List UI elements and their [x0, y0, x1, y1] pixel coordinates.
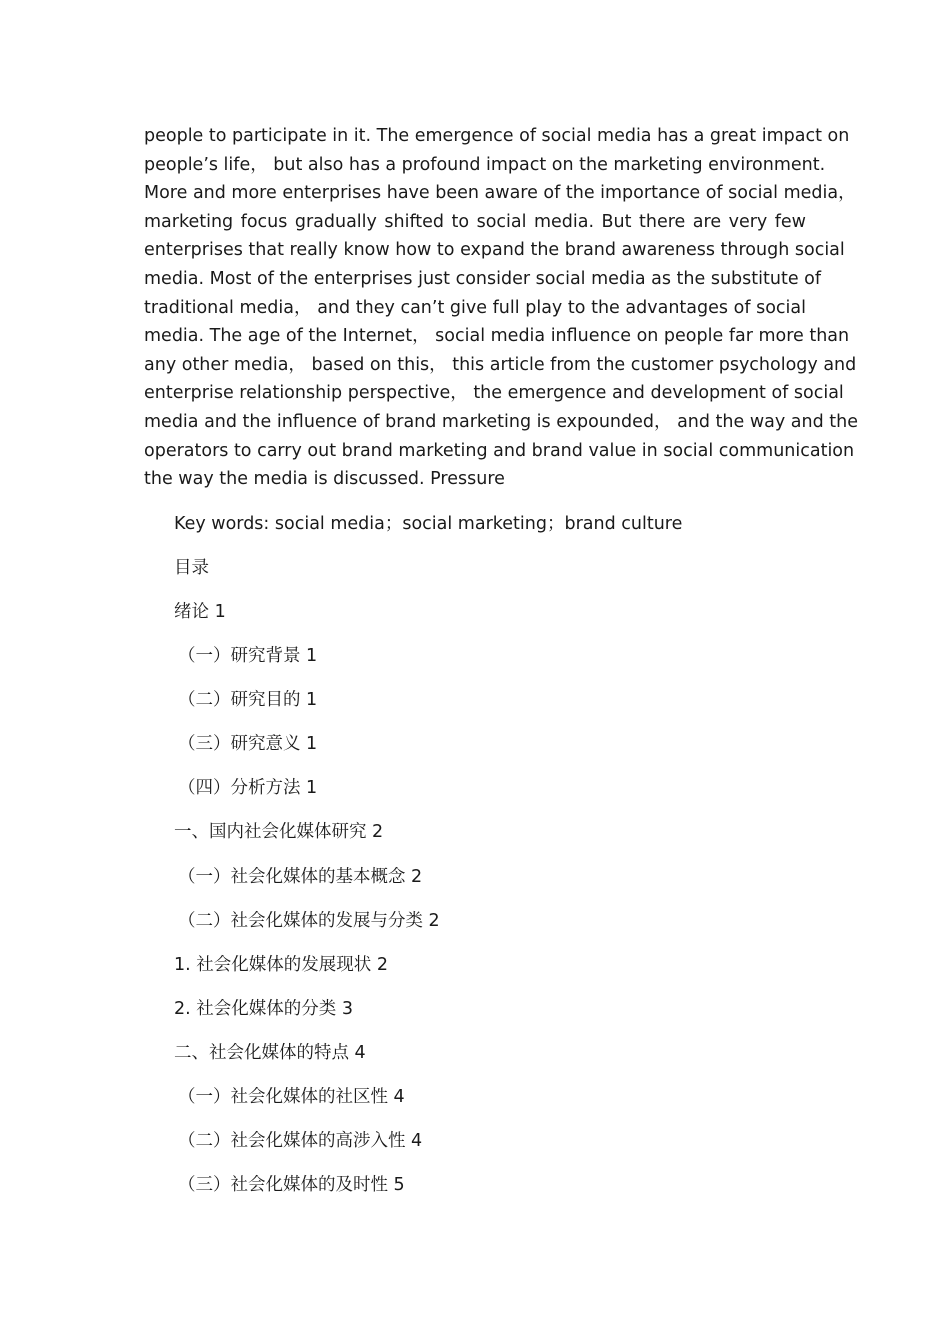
abstract-line: More and more enterprises have been aware of the importance of social media， — [144, 183, 856, 204]
toc-item[interactable]: （二）社会化媒体的高涉入性 4 — [178, 1131, 423, 1151]
toc-item[interactable]: （二）研究目的 1 — [178, 690, 318, 710]
abstract-line: people to participate in it. The emergence of social media has a great impact on — [144, 126, 850, 146]
abstract-line: the way the media is discussed. Pressure — [144, 469, 505, 490]
keywords-line: Key words: social media；social marketing；brand culture — [174, 514, 683, 534]
abstract-line: media. Most of the enterprises just consider social media as the substitute of — [144, 268, 822, 289]
toc-item[interactable]: （二）社会化媒体的发展与分类 2 — [178, 911, 440, 931]
abstract-line: traditional media， and they can’t give full play to the advantages of social — [144, 297, 806, 318]
toc-item[interactable]: （三）社会化媒体的及时性 5 — [178, 1175, 405, 1195]
toc-item[interactable]: （三）研究意义 1 — [178, 734, 318, 754]
toc-item[interactable]: 一、国内社会化媒体研究 2 — [174, 822, 384, 842]
abstract-line: media. The age of the Internet， social media influence on people far more than — [144, 326, 850, 347]
toc-item[interactable]: 二、社会化媒体的特点 4 — [174, 1043, 366, 1063]
abstract-line: people’s life， but also has a profound impact on the marketing environment. — [144, 154, 826, 175]
toc-item[interactable]: 绪论 1 — [174, 602, 226, 622]
toc-item[interactable]: （一）社会化媒体的基本概念 2 — [178, 867, 423, 887]
toc-title: 目录 — [174, 558, 209, 578]
abstract-line: enterprises that really know how to expand the brand awareness through social — [144, 240, 845, 261]
toc-item[interactable]: （一）社会化媒体的社区性 4 — [178, 1087, 405, 1107]
toc-item[interactable]: （一）研究背景 1 — [178, 646, 318, 666]
abstract-line: operators to carry out brand marketing and brand value in social communication — [144, 440, 855, 461]
english-abstract — [144, 122, 858, 494]
toc-item[interactable]: （四）分析方法 1 — [178, 778, 318, 798]
abstract-line: marketing focus gradually shifted to social media. But there are very few — [144, 211, 806, 232]
toc-item[interactable]: 2. 社会化媒体的分类 3 — [174, 999, 353, 1019]
abstract-line: any other media， based on this， this article from the customer psychology and — [144, 354, 857, 375]
abstract-line: enterprise relationship perspective， the emergence and development of social — [144, 383, 844, 404]
abstract-line: media and the influence of brand marketing is expounded， and the way and the — [144, 411, 858, 432]
toc-item[interactable]: 1. 社会化媒体的发展现状 2 — [174, 955, 388, 975]
